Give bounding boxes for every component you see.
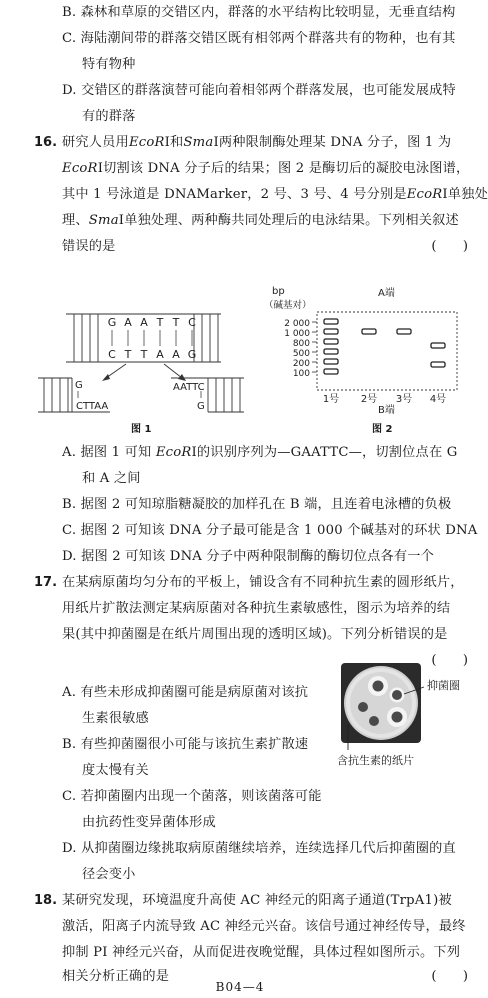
fig2-unit-note: （碱基对） bbox=[264, 300, 312, 311]
fig1-top-base: T bbox=[172, 316, 180, 329]
lane2-band-1000 bbox=[362, 329, 376, 334]
lane3-band-1000 bbox=[397, 329, 411, 334]
fig1-left-fragment-bottom: CTTAA bbox=[76, 401, 109, 412]
q18-number: 18. bbox=[34, 893, 58, 908]
fig2-marker-label: 200 bbox=[292, 359, 310, 369]
fig2-marker-label: 800 bbox=[292, 339, 310, 349]
q17-answer-paren: ( ) bbox=[431, 653, 468, 668]
q16-stem-line-4: 理、SmaⅠ单独处理、两种酶共同处理后的电泳结果。下列相关叙述 bbox=[62, 213, 459, 228]
q17-option-a-cont: 生素很敏感 bbox=[82, 711, 149, 726]
fig2-top-end-label: A端 bbox=[378, 288, 395, 299]
fig1-top-base: G bbox=[107, 316, 117, 329]
q16-answer-paren: ( ) bbox=[431, 239, 468, 254]
q17-option-d-cont: 径会变小 bbox=[82, 867, 136, 882]
fig2-lane-label: 2号 bbox=[360, 394, 378, 405]
fig-label-antibiotic-disc: 含抗生素的纸片 bbox=[337, 754, 414, 767]
fig2-marker-label: 1 000 bbox=[284, 329, 310, 339]
q18-answer-paren: ( ) bbox=[431, 969, 468, 984]
lane4-band-upper bbox=[431, 343, 445, 348]
q16-number: 16. bbox=[34, 135, 58, 150]
q16-figure-1 bbox=[36, 300, 246, 420]
q18-stem-line-1: 某研究发现，环境温度升高使 AC 神经元的阳离子通道(TrpA1)被 bbox=[62, 893, 452, 908]
q15-option-c-cont: 特有物种 bbox=[82, 57, 136, 72]
q18-stem-line-3: 抑制 PI 神经元兴奋，从而促进夜晚觉醒，具体过程如图所示。下列 bbox=[62, 945, 461, 960]
fig1-right-fragment-top: AATTC bbox=[173, 382, 205, 393]
fig2-marker-label: 2 000 bbox=[284, 319, 310, 329]
q15-option-c: C. 海陆潮间带的群落交错区既有相邻两个群落共有的物种，也有其 bbox=[62, 31, 456, 46]
q17-option-c: C. 若抑菌圈内出现一个菌落，则该菌落可能 bbox=[62, 789, 322, 804]
fig2-marker-label: 100 bbox=[292, 369, 310, 379]
fig1-right-fragment-bottom: G bbox=[197, 401, 205, 412]
fig2-lane-label: 3号 bbox=[395, 394, 413, 405]
q15-option-b: B. 森林和草原的交错区内，群落的水平结构比较明显，无垂直结构 bbox=[62, 5, 456, 20]
q17-number: 17. bbox=[34, 575, 58, 590]
fig1-bottom-base: C bbox=[108, 348, 116, 361]
marker-band-200 bbox=[324, 359, 338, 364]
q16-option-c: C. 据图 2 可知该 DNA 分子最可能是含 1 000 个碱基对的环状 DNA bbox=[62, 523, 478, 538]
fig1-left-fragment-top: G bbox=[75, 380, 83, 391]
q17-option-b: B. 有些抑菌圈很小可能与该抗生素扩散速 bbox=[62, 737, 309, 752]
marker-band-2000 bbox=[324, 319, 338, 324]
marker-band-500 bbox=[324, 349, 338, 354]
q16-option-a: A. 据图 1 可知 EcoRⅠ的识别序列为—GAATTC—，切割位点在 G bbox=[62, 445, 458, 460]
marker-band-1000 bbox=[324, 329, 338, 334]
fig1-bottom-base: T bbox=[124, 348, 132, 361]
fig1-bottom-base: A bbox=[156, 348, 164, 361]
fig1-bottom-base: A bbox=[172, 348, 180, 361]
fig1-top-base: C bbox=[188, 316, 196, 329]
q16-option-a-cont: 和 A 之间 bbox=[82, 471, 141, 486]
q17-stem-line-1: 在某病原菌均匀分布的平板上，铺设含有不同种抗生素的圆形纸片， bbox=[62, 575, 464, 590]
lane4-band-lower bbox=[431, 362, 445, 367]
fig2-lane-label: 1号 bbox=[322, 394, 340, 405]
fig1-top-base: A bbox=[140, 316, 148, 329]
fig2-bottom-end-label: B端 bbox=[378, 405, 395, 416]
q18-stem-line-2: 激活，阳离子内流导致 AC 神经元兴奋。该信号通过神经传导，最终 bbox=[62, 919, 466, 934]
q16-stem-line-5: 错误的是 bbox=[62, 239, 116, 254]
fig2-lane-label: 4号 bbox=[429, 394, 447, 405]
fig1-top-base: T bbox=[156, 316, 164, 329]
marker-band-800 bbox=[324, 339, 338, 344]
q16-stem-line-3: 其中 1 号泳道是 DNAMarker，2 号、3 号、4 号分别是EcoRⅠ单独处 bbox=[62, 187, 488, 202]
q16-figure-2-caption: 图 2 bbox=[372, 424, 393, 435]
q16-figure-2-gel bbox=[262, 284, 462, 414]
q17-option-a: A. 有些未形成抑菌圈可能是病原菌对该抗 bbox=[62, 685, 309, 700]
fig1-top-base: A bbox=[124, 316, 132, 329]
fig2-marker-label: 500 bbox=[292, 349, 310, 359]
q17-option-c-cont: 由抗药性变异菌体形成 bbox=[82, 815, 216, 830]
fig1-bottom-base: G bbox=[187, 348, 197, 361]
q16-figure-1-caption: 图 1 bbox=[131, 424, 152, 435]
q16-stem-line-1: 研究人员用EcoRⅠ和SmaⅠ两种限制酶处理某 DNA 分子，图 1 为 bbox=[62, 135, 452, 150]
fig2-unit: bp bbox=[272, 286, 285, 297]
fig1-bottom-base: T bbox=[140, 348, 148, 361]
q17-option-b-cont: 度太慢有关 bbox=[82, 763, 149, 778]
page-footer: B04—4 bbox=[215, 980, 265, 994]
fig-label-inhibition-zone: 抑菌圈 bbox=[427, 679, 460, 692]
q16-option-d: D. 据图 2 可知该 DNA 分子中两种限制酶的酶切位点各有一个 bbox=[62, 549, 435, 564]
q16-option-b: B. 据图 2 可知琼脂糖凝胶的加样孔在 B 端，且连着电泳槽的负极 bbox=[62, 497, 452, 512]
marker-band-100 bbox=[324, 369, 338, 374]
q17-option-d: D. 从抑菌圈边缘挑取病原菌继续培养，连续选择几代后抑菌圈的直 bbox=[62, 841, 456, 856]
q16-stem-line-2: EcoRⅠ切割该 DNA 分子后的结果；图 2 是酶切后的凝胶电泳图谱， bbox=[62, 161, 470, 176]
q18-stem-line-4: 相关分析正确的是 bbox=[62, 969, 170, 984]
q17-stem-line-2: 用纸片扩散法测定某病原菌对各种抗生素敏感性，图示为培养的结 bbox=[62, 601, 451, 616]
q17-stem-line-3: 果(其中抑菌圈是在纸片周围出现的透明区域)。下列分析错误的是 bbox=[62, 627, 448, 642]
q15-option-d-cont: 有的群落 bbox=[82, 109, 136, 124]
q15-option-d: D. 交错区的群落演替可能向着相邻两个群落发展，也可能发展成特 bbox=[62, 83, 456, 98]
